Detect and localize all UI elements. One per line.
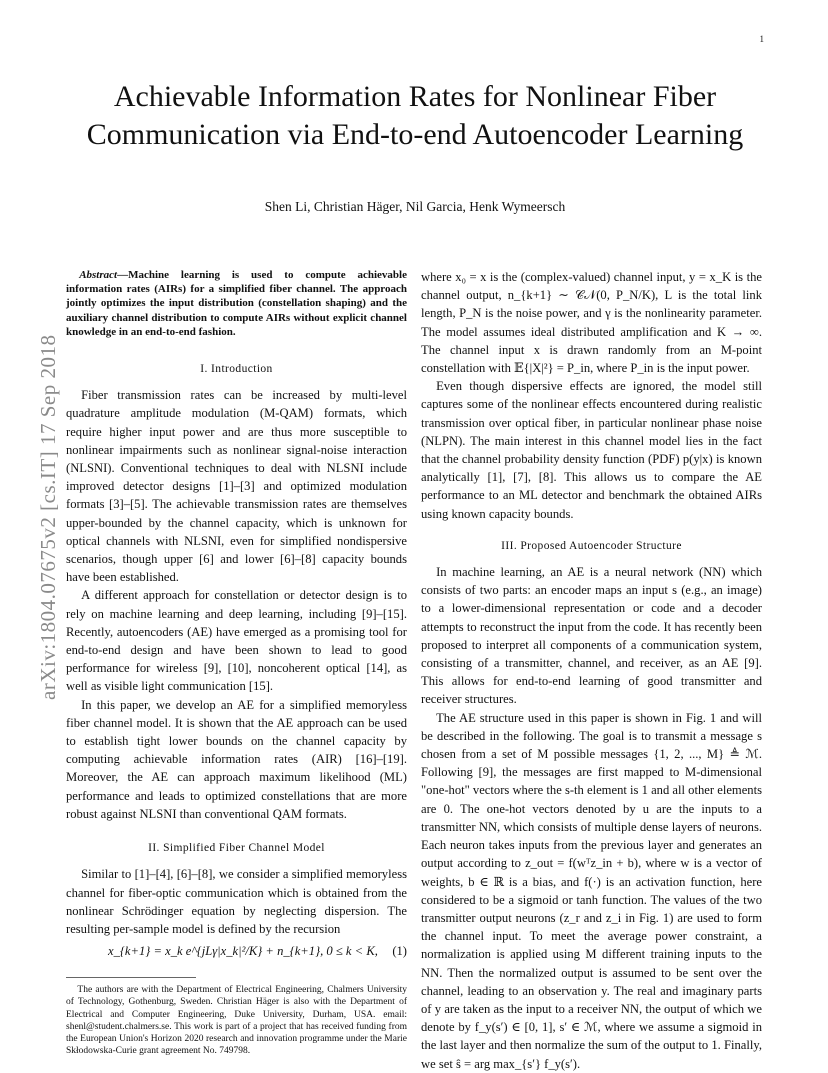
abstract-lead: Abstract bbox=[79, 269, 118, 281]
author-list: Shen Li, Christian Häger, Nil Garcia, Henk Wymeersch bbox=[264, 199, 566, 214]
intro-paragraph-3: In this paper, we develop an AE for a simplified memoryless fiber channel model. It is shown that the AE approach can be used to establish tight lower bounds on the channel capacity by computing achievable information rates (AIR) [16]–[19]. Moreover, the AE can approach maximum likelihood (ML) performance and leads to optimized constellations that are more robust against NLSNI than conventional QAM formats. bbox=[66, 697, 407, 821]
section-heading-introduction: I. Introduction bbox=[200, 363, 273, 376]
model-paragraph-1: Similar to [1]–[4], [6]–[8], we consider a simplified memoryless channel for fiber-optic communication which is obtained from the nonlinear Schrödinger equation by neglecting dispersion. The resulting per-sample model is defined by the recursion bbox=[66, 867, 407, 936]
right-column bbox=[421, 268, 762, 1073]
paper-title: Achievable Information Rates for Nonlinear Fiber Communication via End-to-end Autoencoder Learning bbox=[86, 80, 744, 151]
proposed-paragraph-2: The AE structure used in this paper is shown in Fig. 1 and will be described in the following. The goal is to transmit a message s chosen from a set of M possible messages {1, 2, ..., M} ≜ ℳ. Following [9], the messages are first mapped to M-dimensional "one-hot" vectors where the s-th element is 1 and all other elements are 0. The one-hot vectors denoted by u are the inputs to a transmitter NN, which consists of multiple dense layers of neurons. Each neuron takes inputs from the previous layer and generates an output according to z_out = f(wᵀz_in + b), where w is a vector of weights, b ∈ ℝ is a bias, and f(·) is an activation function, here considered to be a sigmoid or tanh function. The values of the two transmitter output neurons (z_r and z_i in Fig. 1) are used to form the channel input. To meet the average power constraint, a normalization is applied using M different training inputs to the NN. Then the normalized output is assumed to be sent over the channel, leading to an observation y. The real and imaginary parts of y are taken as the input to a receiver NN, the output of which we denote by f_y(s′) ∈ [0, 1], s′ ∈ ℳ, where we assume a sigmoid in the last layer and then normalize the sum of the output to 1. Finally, we set ŝ = arg max_{s′} f_y(s′). bbox=[421, 710, 762, 1071]
abstract-text: —Machine learning is used to compute achievable information rates (AIRs) for a simplified fiber channel. The approach jointly optimizes the input distribution (constellation shaping) and the auxiliary channel distribution to compute AIRs without explicit channel knowledge in an end-to-end fashion. bbox=[66, 269, 407, 338]
section-heading-proposed-structure: III. Proposed Autoencoder Structure bbox=[501, 539, 682, 552]
section-heading-channel-model: II. Simplified Fiber Channel Model bbox=[148, 842, 325, 855]
left-column bbox=[66, 268, 407, 1057]
intro-paragraph-1: Fiber transmission rates can be increased by multi-level quadrature amplitude modulation (M-QAM) formats, which require higher input power and are thus more susceptible to nonlinear impairments such as nonlinear signal-noise interaction (NLSNI). Conventional techniques to deal with NLSNI include improved detector designs [1]–[3] and optimized modulation formats [3]–[5]. The achievable transmission rates are themselves upper-bounded by the channel capacity, which is unknown for optical channels with NLSNI, even for simplified nondispersive scenarios, though upper [6] and lower [6]–[8] capacity bounds have been established. bbox=[66, 388, 407, 585]
equation-number: (1) bbox=[392, 944, 407, 959]
equation-1 bbox=[66, 941, 407, 963]
equation-body: x_{k+1} = x_k e^{jLγ|x_k|²/K} + n_{k+1}, 0 ≤ k < K, bbox=[108, 944, 378, 959]
footnote-rule bbox=[66, 977, 196, 978]
page-number: 1 bbox=[759, 34, 764, 44]
author-footnote: The authors are with the Department of Electrical Engineering, Chalmers University of Technology, Gothenburg, Sweden. Christian Häger is also with the Department of Electrical and Computer Engineering, Duke University, Durham, USA. email: shenl@student.chalmers.se. This work is part of a project that has received funding from the European Union's Horizon 2020 research and innovation programme under the Marie Skłodowska-Curie grant agreement No. 749798. bbox=[66, 985, 407, 1057]
intro-paragraph-2: A different approach for constellation or detector design is to rely on machine learning and deep learning, including [9]–[15]. Recently, autoencoders (AE) have emerged as a promising tool for end-to-end design and have been shown to lead to good performance for wireless [9], [10], noncoherent optical [14], as well as visible light communication [15]. bbox=[66, 588, 407, 694]
abstract bbox=[66, 268, 407, 339]
model-paragraph-3: Even though dispersive effects are ignored, the model still captures some of the nonlinear effects encountered during realistic transmission over optical fiber, in particular nonlinear phase noise (NLPN). The main interest in this channel model lies in the fact that the channel probability density function (PDF) p(y|x) is known analytically [1], [7], [8]. This allows us to compare the AE performance to an ML detector and benchmark the obtained AIRs using known capacity bounds. bbox=[421, 379, 762, 521]
model-paragraph-2: where x₀ = x is the (complex-valued) channel input, y = x_K is the channel output, n_{k+1} ∼ 𝒞𝒩(0, P_N/K), L is the total link length, P_N is the noise power, and γ is the nonlinearity parameter. The model assumes ideal distributed amplification and K → ∞. The channel input x is drawn randomly from an M-point constellation with 𝔼{|X|²} = P_in, where P_in is the input power. bbox=[421, 270, 762, 376]
arxiv-side-stamp: arXiv:1804.07675v2 [cs.IT] 17 Sep 2018 bbox=[36, 334, 60, 700]
proposed-paragraph-1: In machine learning, an AE is a neural network (NN) which consists of two parts: an encoder maps an input s (e.g., an image) to a lower-dimensional representation or code and a decoder attempts to reconstruct the input from the code. It has recently been proposed to interpret all components of a communication system, consisting of a transmitter, channel, and receiver, as an AE [9]. This allows for end-to-end learning of good transmitter and receiver structures. bbox=[421, 565, 762, 707]
